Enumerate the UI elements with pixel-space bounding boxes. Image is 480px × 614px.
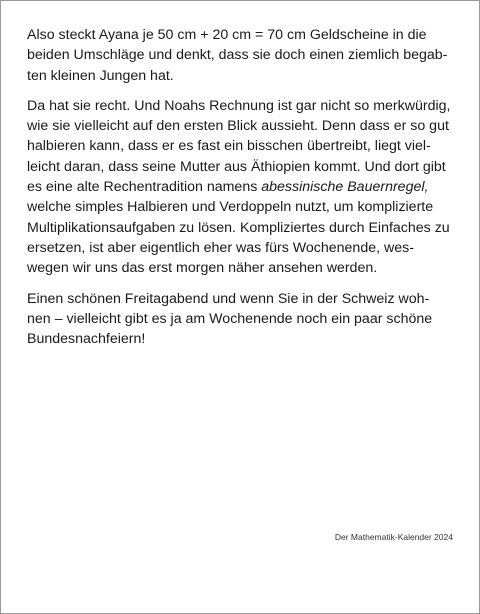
text-line: halbieren kann, dass er es fast ein bisschen übertreibt, liegt viel- <box>27 138 431 155</box>
text-line: beiden Umschläge und denkt, dass sie doch einen ziemlich begab- <box>27 47 448 64</box>
paragraph-3 <box>27 289 455 350</box>
text-line-with-italic <box>27 177 455 197</box>
text-line: wegen wir uns das erst morgen näher ansehen werden. <box>27 260 378 277</box>
text-line: Also steckt Ayana je 50 cm + 20 cm = 70 cm Geldscheine in die <box>27 27 427 43</box>
text-line: ten kleinen Jungen hat. <box>27 67 174 84</box>
text-line: Einen schönen Freitagabend und wenn Sie in der Schweiz woh- <box>27 290 430 307</box>
body-text <box>27 25 455 359</box>
text-line: Da hat sie recht. Und Noahs Rechnung ist gar nicht so merkwürdig, <box>27 97 451 114</box>
text-line: ersetzen, ist aber eigentlich eher was fürs Wochenende, wes- <box>27 239 414 256</box>
page-footer: Der Mathematik-Kalender 2024 <box>334 532 453 542</box>
text-line: Multiplikationsaufgaben zu lösen. Kompliziertes durch Einfaches zu <box>27 219 450 236</box>
text-fragment: es eine alte Rechentradition namens <box>27 179 262 196</box>
paragraph-1 <box>27 25 455 86</box>
text-line: nen – vielleicht gibt es ja am Wochenende noch ein paar schöne <box>27 310 433 327</box>
italic-term: abessinische Bauernregel, <box>261 179 429 196</box>
paragraph-2 <box>27 96 455 279</box>
text-line: welche simples Halbieren und Verdoppeln nutzt, um komplizierte <box>27 199 434 216</box>
text-line: Bundesnachfeiern! <box>27 331 146 348</box>
text-line: leicht daran, dass seine Mutter aus Äthiopien kommt. Und dort gibt <box>27 158 446 175</box>
text-line: wie sie vielleicht auf den ersten Blick aussieht. Denn dass er so gut <box>27 118 449 135</box>
